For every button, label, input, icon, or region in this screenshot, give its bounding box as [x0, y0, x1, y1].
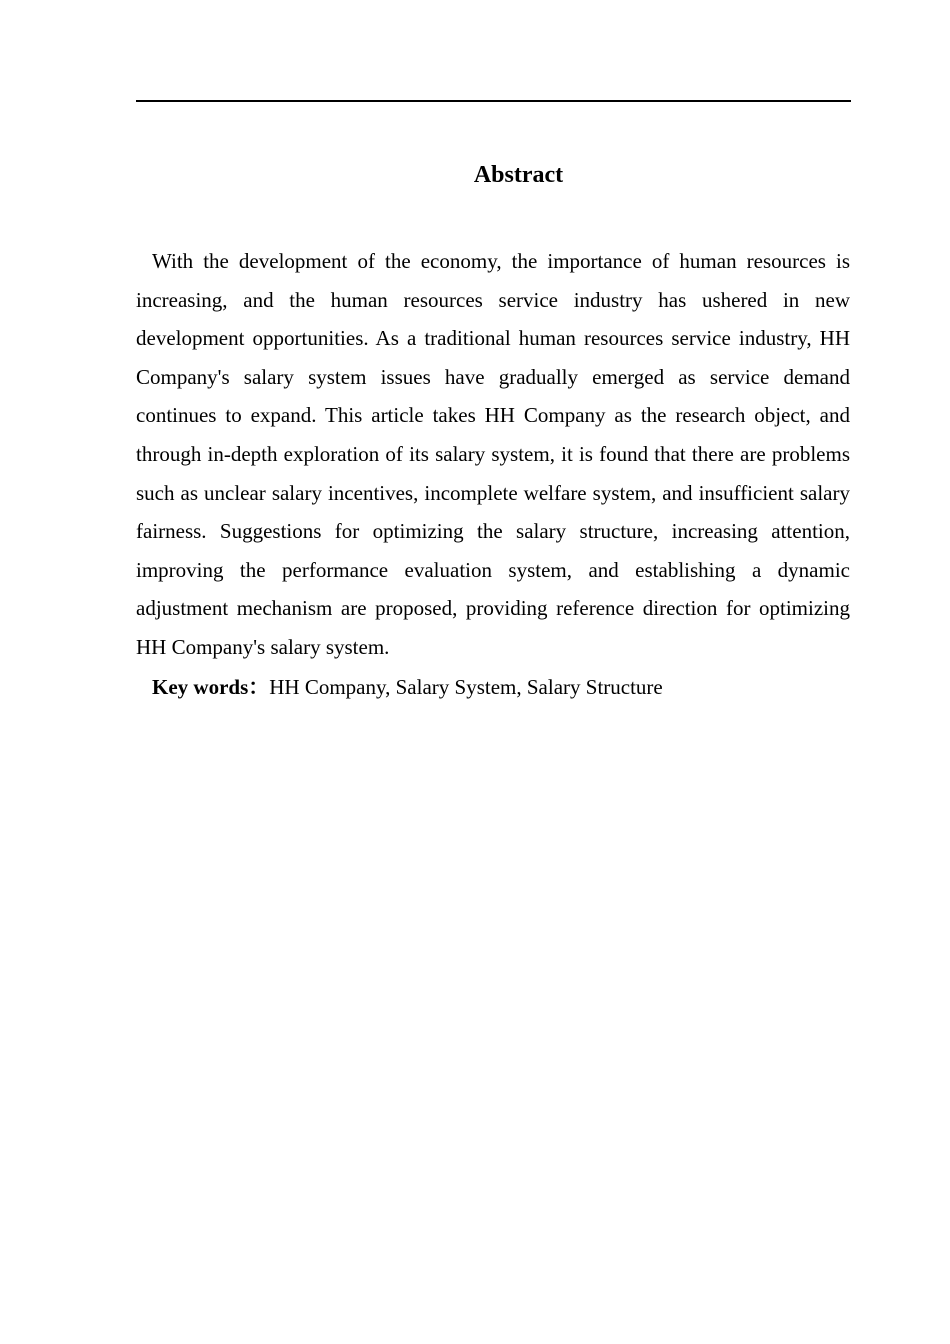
abstract-title: Abstract	[473, 162, 564, 188]
keywords-values: HH Company, Salary System, Salary Structure	[269, 675, 663, 699]
keywords-line	[152, 668, 850, 706]
abstract-body: With the development of the economy, the importance of human resources is increasing, and the human resources service industry has ushered in new development opportunities. As a traditional human resources service industry, HH Company's salary system issues have gradually emerged as service demand continues to expand. This article takes HH Company as the research object, and through in-depth exploration of its salary system, it is found that there are problems such as unclear salary incentives, incomplete welfare system, and insufficient salary fairness. Suggestions for optimizing the salary structure, increasing attention, improving the performance evaluation system, and establishing a dynamic adjustment mechanism are proposed, providing reference direction for optimizing HH Company's salary system.	[136, 249, 850, 659]
keywords-label: Key words：	[152, 675, 270, 699]
header-rule	[136, 100, 851, 102]
